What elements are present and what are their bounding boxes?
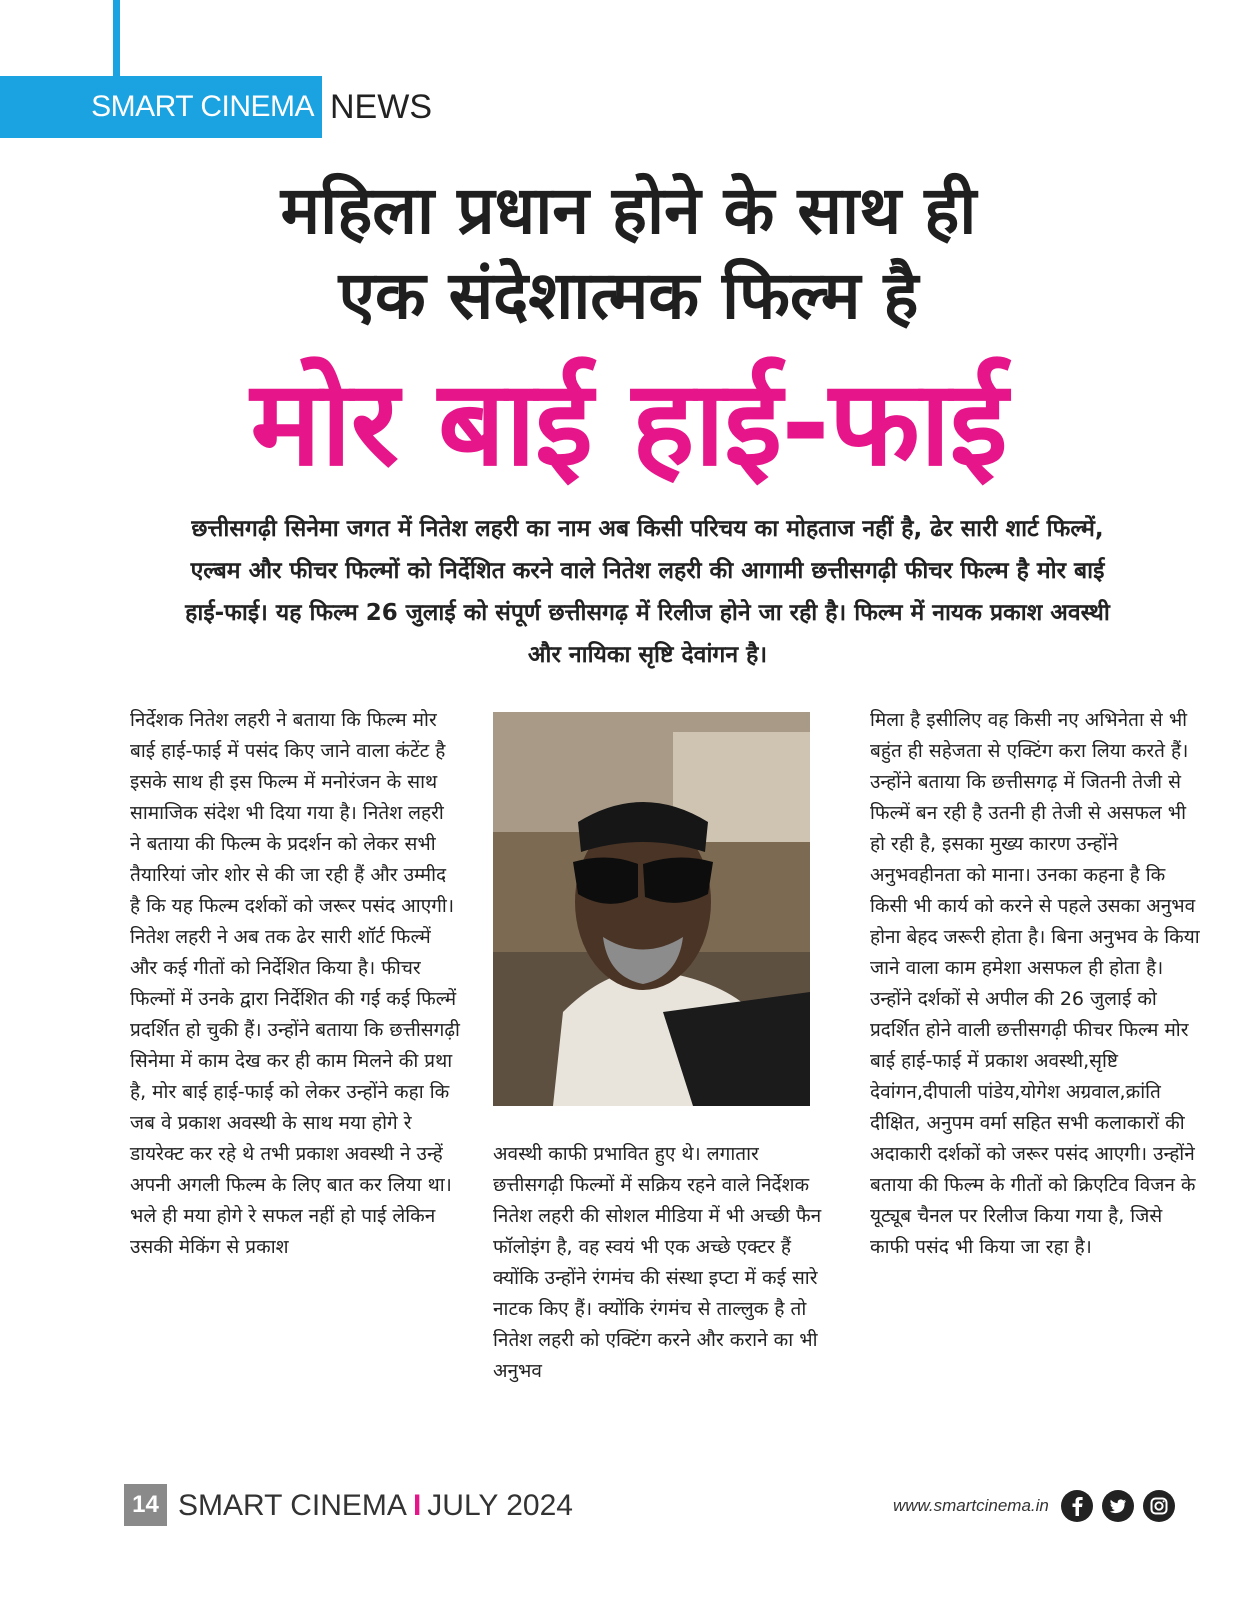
- director-photo: [493, 712, 810, 1106]
- footer-issue: JULY 2024: [427, 1489, 573, 1522]
- footer-magazine-name: SMART CINEMA: [178, 1489, 407, 1522]
- twitter-icon[interactable]: [1102, 1490, 1134, 1522]
- film-title: मोर बाई हाई-फाई: [250, 354, 1007, 492]
- footer-magazine: SMART CINEMA I JULY 2024: [178, 1489, 573, 1522]
- section-brand: SMART CINEMA: [0, 76, 322, 138]
- article-column-3: मिला है इसीलिए वह किसी नए अभिनेता से भी बहुंत ही सहेजता से एक्टिंग करा लिया करते हैं। उन्होंने बताया कि छत्तीसगढ़ में जितनी तेजी से फिल्में बन रही है उतनी ही तेजी से असफल भी हो रही है, इसका मुख्य कारण उन्होंने अनुभवहीनता को माना। उनका कहना है कि किसी भी कार्य को करने से पहले उसका अनुभव होना बेहद जरूरी होता है। बिना अनुभव के किया जाने वाला काम हमेशा असफल ही होता है। उन्होंने दर्शकों से अपील की 26 जुलाई को प्रदर्शित होने वाली छत्तीसगढ़ी फीचर फिल्म मोर बाई हाई-फाई में प्रकाश अवस्थी,सृष्टि देवांगन,दीपाली पांडेय,योगेश अग्रवाल,क्रांति दीक्षित, अनुपम वर्मा सहित सभी कलाकारों की अदाकारी दर्शकों को जरूर पसंद आएगी। उन्होंने बताया की फिल्म के गीतों को क्रिएटिव विजन के यूट्यूब चैनल पर रिलीज किया गया है, जिसे काफी पसंद भी किया जा रहा है।: [870, 709, 1200, 1258]
- headline-line-2: एक संदेशात्मक फिल्म है: [338, 257, 919, 334]
- facebook-icon[interactable]: [1061, 1490, 1093, 1522]
- lead-paragraph: छत्तीसगढ़ी सिनेमा जगत में नितेश लहरी का नाम अब किसी परिचय का मोहताज नहीं है, ढेर सारी शार्ट फिल्में, एल्बम और फीचर फिल्मों को निर्देशित करने वाले नितेश लहरी की आगामी छत्तीसगढ़ी फीचर फिल्म है मोर बाई हाई-फाई। यह फिल्म 26 जुलाई को संपूर्ण छत्तीसगढ़ में रिलीज होने जा रही है। फिल्म में नायक प्रकाश अवस्थी और नायिका सृष्टि देवांगन है।: [185, 516, 1110, 668]
- instagram-icon[interactable]: [1143, 1490, 1175, 1522]
- article-column-1: निर्देशक नितेश लहरी ने बताया कि फिल्म मोर बाई हाई-फाई में पसंद किए जाने वाला कंटेंट है इसके साथ ही इस फिल्म में मनोरंजन के साथ सामाजिक संदेश भी दिया गया है। नितेश लहरी ने बताया की फिल्म के प्रदर्शन को लेकर सभी तैयारियां जोर शोर से की जा रही हैं और उम्मीद है कि यह फिल्म दर्शकों को जरूर पसंद आएगी। नितेश लहरी ने अब तक ढेर सारी शॉर्ट फिल्में और कई गीतों को निर्देशित किया है। फीचर फिल्मों में उनके द्वारा निर्देशित की गई कई फिल्में प्रदर्शित हो चुकी हैं। उन्होंने बताया कि छत्तीसगढ़ी सिनेमा में काम देख कर ही काम मिलने की प्रथा है, मोर बाई हाई-फाई को लेकर उन्होंने कहा कि जब वे प्रकाश अवस्थी के साथ मया होगे रे डायरेक्ट कर रहे थे तभी प्रकाश अवस्थी ने उन्हें अपनी अगली फिल्म के लिए बात कर लिया था। भले ही मया होगे रे सफल नहीं हो पाई लेकिन उसकी मेकिंग से प्रकाश: [130, 709, 460, 1258]
- accent-vertical-line: [113, 0, 120, 80]
- article-column-2: अवस्थी काफी प्रभावित हुए थे। लगातार छत्तीसगढ़ी फिल्मों में सक्रिय रहने वाले निर्देशक नितेश लहरी की सोशल मीडिया में भी अच्छी फैन फॉलोइंग है, वह स्वयं भी एक अच्छे एक्टर हैं क्योंकि उन्होंने रंगमंच की संस्था इप्टा में कई सारे नाटक किए हैं। क्योंकि रंगमंच से ताल्लुक है तो नितेश लहरी को एक्टिंग करने और कराने का भी अनुभव: [493, 1143, 822, 1382]
- headline-line-1: महिला प्रधान होने के साथ ही: [280, 172, 977, 249]
- section-name: NEWS: [330, 88, 432, 126]
- page-number: 14: [124, 1484, 167, 1526]
- footer-url[interactable]: www.smartcinema.in: [893, 1496, 1049, 1515]
